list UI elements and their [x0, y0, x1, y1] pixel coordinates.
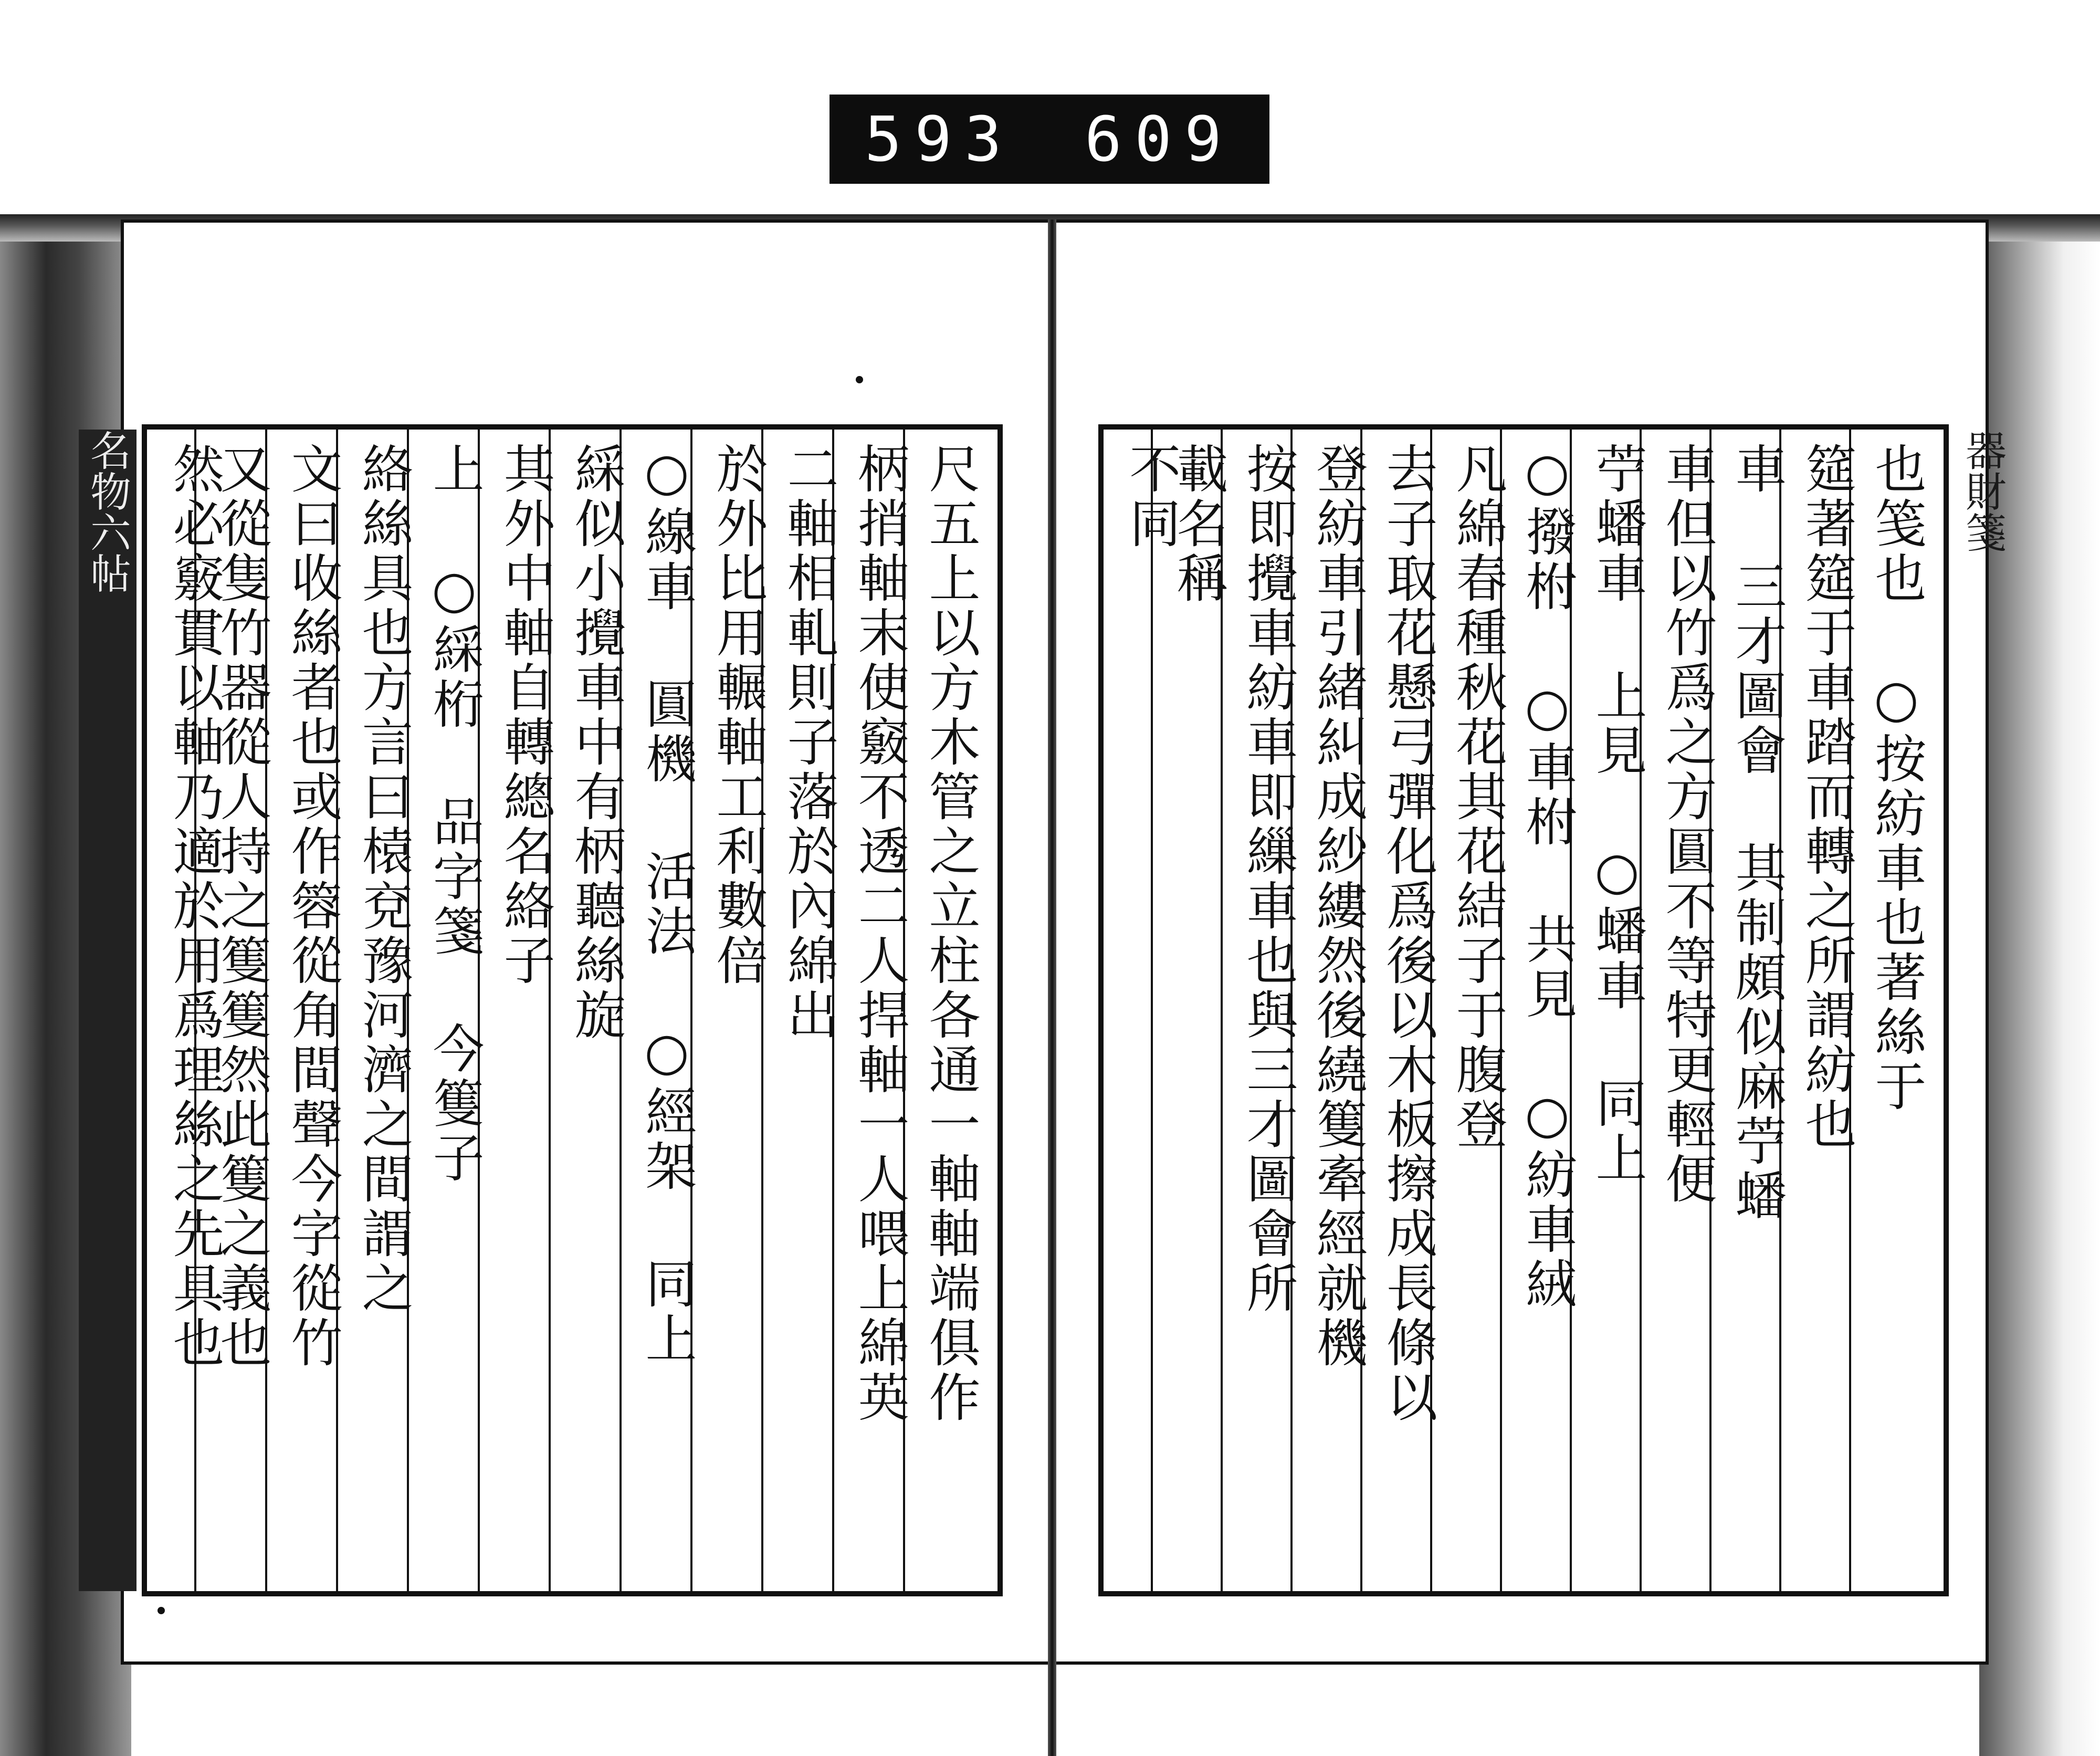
- frame-counter: [830, 95, 1269, 184]
- text-column: 載名稱: [1151, 430, 1245, 1591]
- text-column: 凡綿春種秋花其花結子于腹登: [1430, 430, 1525, 1591]
- right-margin-title: 器財箋: [1959, 430, 2006, 552]
- text-column: 柄捎軸末使竅不透二人捍軸一人喂上綿英: [832, 430, 927, 1591]
- left-text-block: [83, 424, 1003, 1596]
- text-column: 二軸相軋則子落於內綿出: [761, 430, 856, 1591]
- text-column: 按即攪車紡車即繅車也與三才圖會所: [1221, 430, 1315, 1591]
- text-column: 然必竅貫以軸乃適於用爲理絲之先具也: [164, 442, 224, 1371]
- text-column: 於外比用輾軸工利數倍: [690, 430, 785, 1591]
- text-column: 文曰收絲者也或作䈶從角間聲今字從竹: [265, 430, 360, 1591]
- text-column: 車但以竹爲之方圓不等特更輕便: [1640, 430, 1734, 1591]
- text-column: 絡絲具也方言曰榬兗豫河濟之間謂之: [336, 430, 430, 1591]
- text-column: 其外中軸自轉總名絡子: [478, 430, 572, 1591]
- text-column: 苧蟠車 上見 ○蟠車 同上: [1570, 430, 1664, 1591]
- text-column: 車 三才圖會 其制頗似麻苧蟠: [1709, 430, 1804, 1591]
- text-column: 綵似小攪車中有柄聽絲旋: [549, 430, 643, 1591]
- text-column: 去子取花懸弓彈化爲後以木板擦成長條以: [1360, 430, 1455, 1591]
- text-column: 上 ○綵桁 品字箋 今篗子: [407, 430, 501, 1591]
- ink-spot: [158, 1607, 165, 1614]
- text-column: 登紡車引緒糾成紗縷然後繞篗牽經就機: [1290, 430, 1385, 1591]
- text-column: 筵著筵于車踏而轉之所謂紡也: [1779, 430, 1874, 1591]
- text-column: 又從隻竹器從人持之篗篗然此篗之義也: [194, 430, 289, 1591]
- book-gutter: [1048, 220, 1056, 1756]
- frame-number-start: 593: [864, 103, 1015, 175]
- right-text-block: [1098, 424, 2006, 1596]
- text-column: ○撥柎 ○車柎 共見 ○紡車絨: [1500, 430, 1594, 1591]
- text-column: 不同: [1121, 442, 1181, 551]
- text-column: 也笺也 ○按紡車也著絲于: [1849, 430, 1944, 1591]
- frame-number-end: 609: [1084, 103, 1235, 175]
- ink-spot: [856, 376, 863, 383]
- text-column: ○線車 圓機 活法 ○經架 同上: [620, 430, 714, 1591]
- text-column: 尺五上以方木管之立柱各通一軸軸端俱作: [903, 430, 998, 1591]
- left-margin-title: 名物六帖: [79, 430, 136, 1591]
